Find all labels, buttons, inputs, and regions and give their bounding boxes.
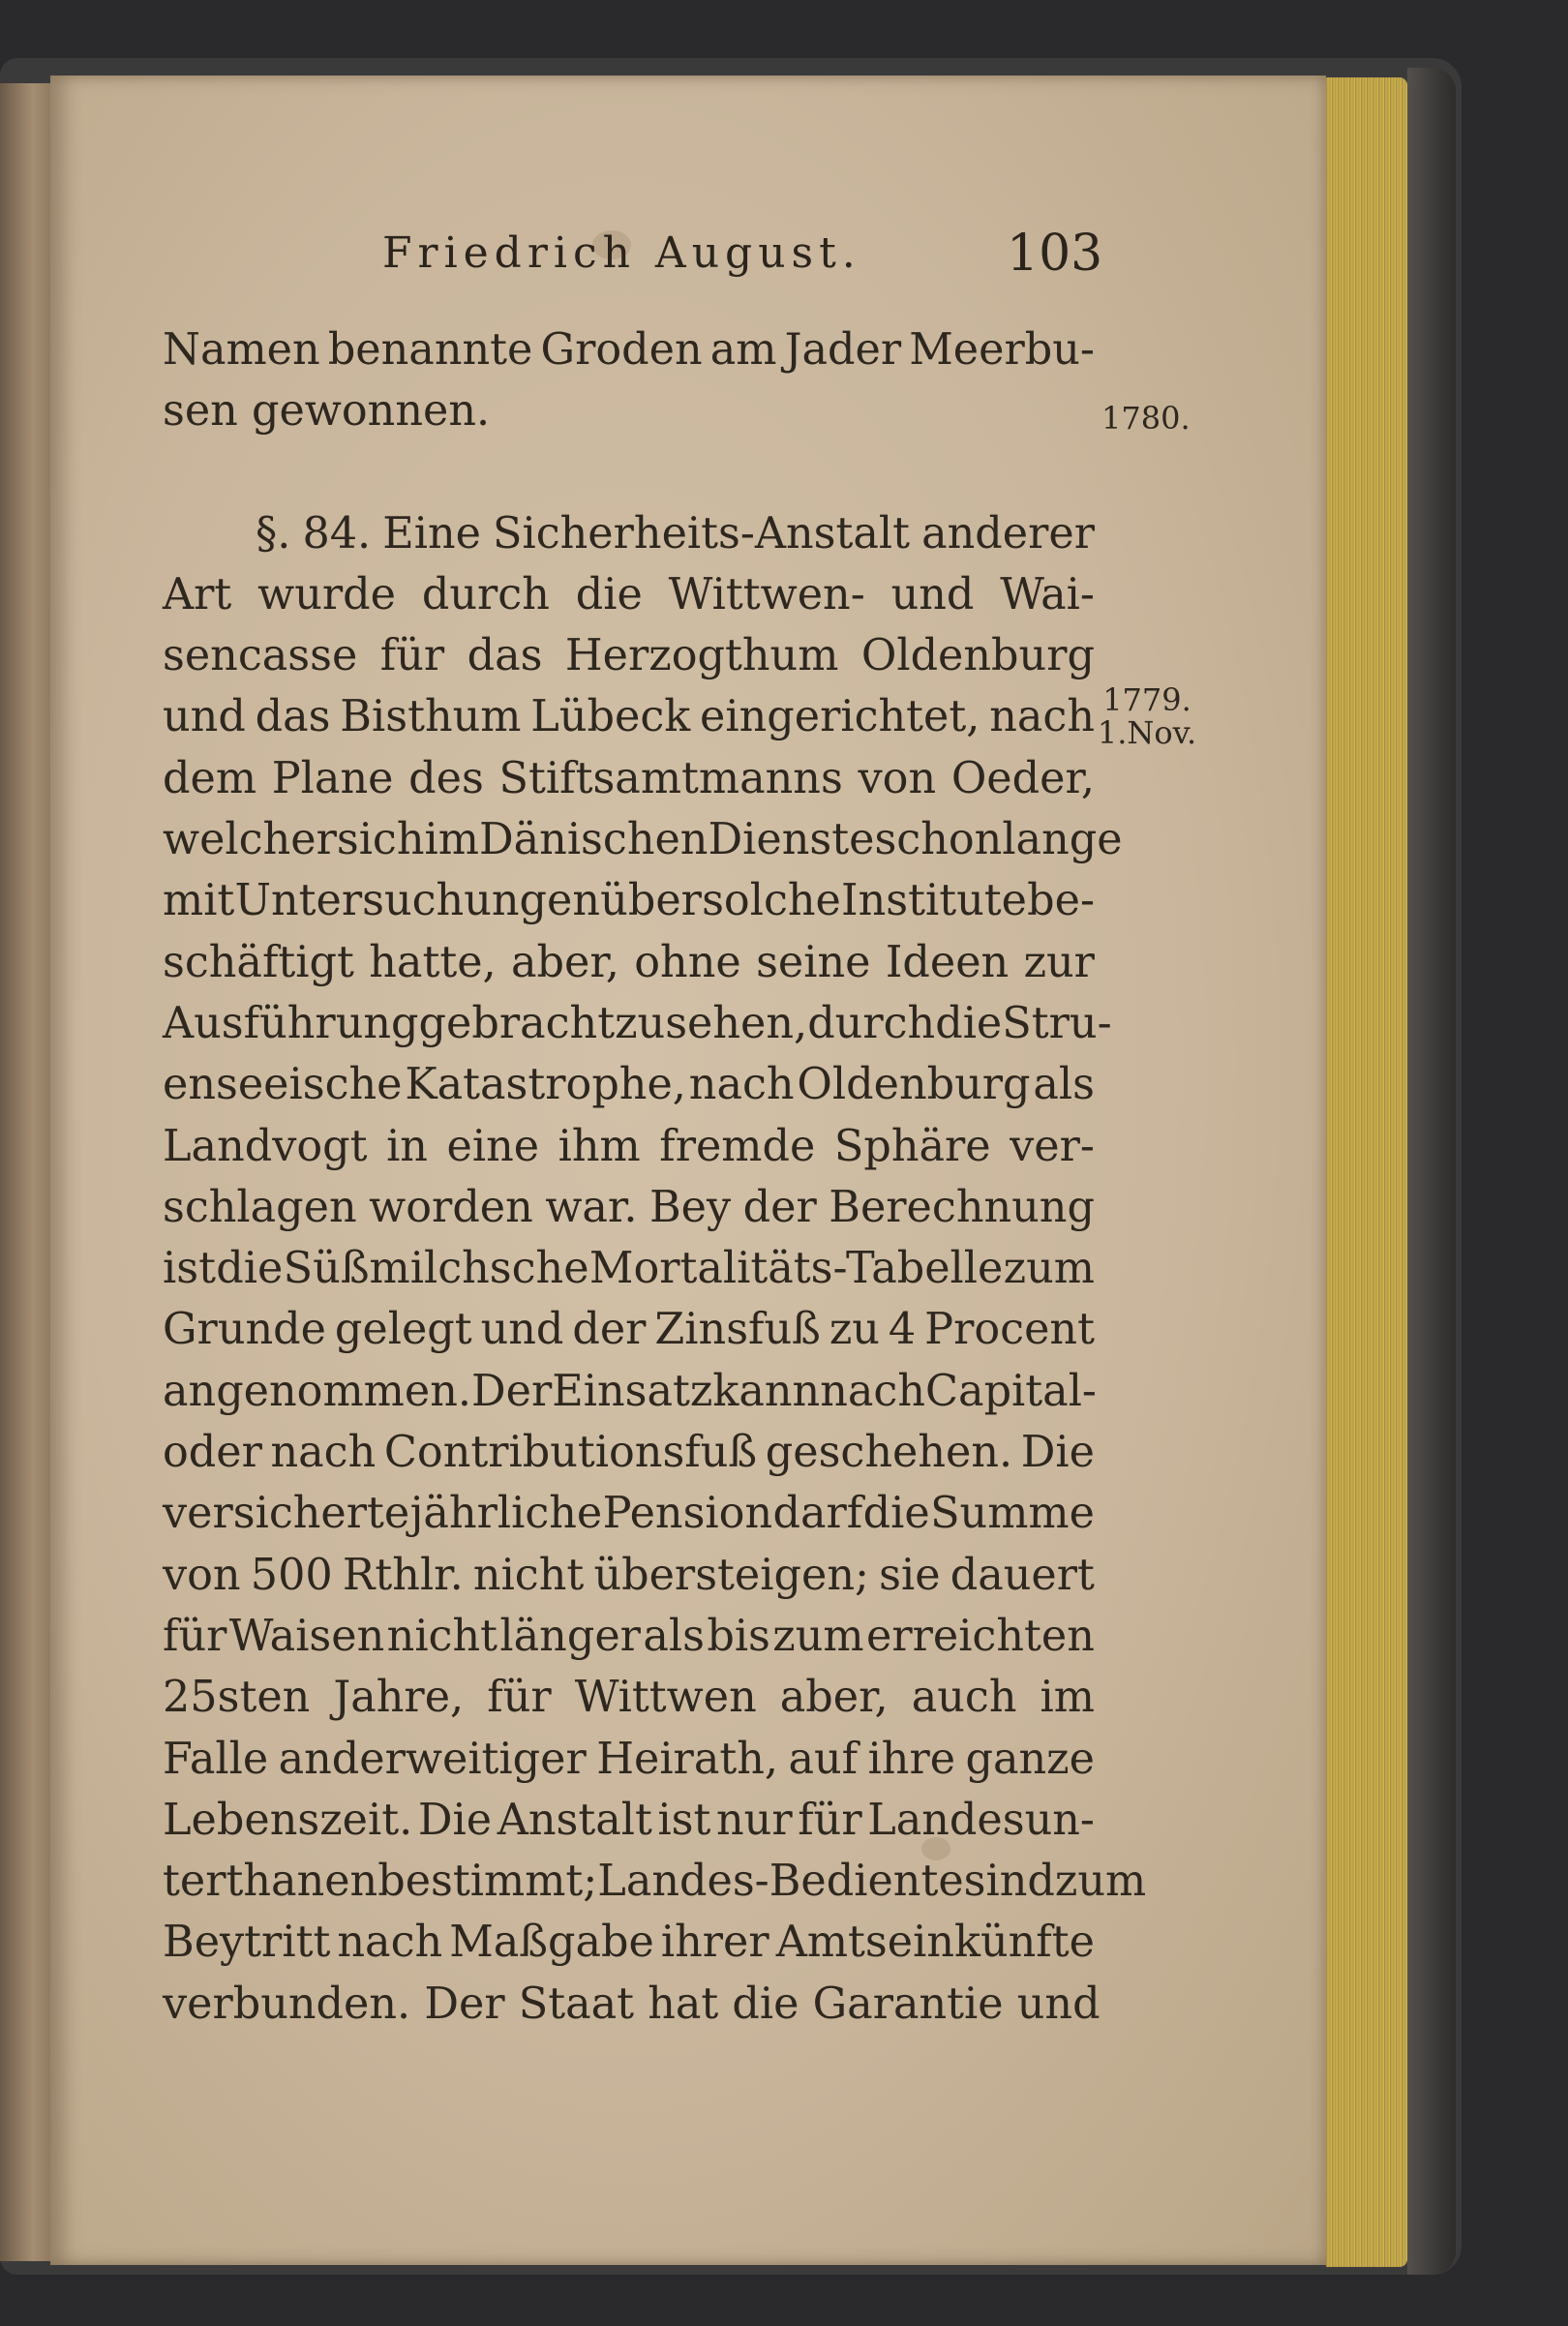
word: Meerbu-: [909, 325, 1095, 375]
word: welcher: [163, 815, 337, 865]
word: von: [163, 1550, 241, 1600]
word: Der: [471, 1366, 553, 1416]
word: hatte,: [369, 937, 497, 987]
word: Die: [417, 1795, 493, 1845]
word: seine: [756, 937, 871, 987]
word: Wittwen: [574, 1673, 757, 1723]
word: länger: [499, 1611, 641, 1661]
word: im: [1040, 1673, 1095, 1723]
word: Ausführung: [163, 998, 419, 1048]
word: be-: [1027, 876, 1095, 926]
word: sind: [963, 1857, 1055, 1907]
text-line: [163, 319, 1095, 380]
text-line: [163, 870, 1095, 931]
word: aber,: [511, 937, 619, 987]
word: Dänischen: [478, 815, 709, 865]
text-line: [163, 993, 1112, 1054]
word: Die: [1020, 1428, 1095, 1478]
text-line: [163, 1912, 1095, 1973]
word: Beytritt: [163, 1918, 331, 1968]
word: gebracht: [418, 998, 616, 1048]
text-line: [163, 1545, 1095, 1606]
word: bestimmt;: [377, 1857, 598, 1907]
word: das: [255, 692, 331, 742]
word: dem: [163, 753, 257, 803]
word: ist: [657, 1795, 711, 1845]
word: Sicherheits-Anstalt: [493, 508, 911, 559]
word: nur: [716, 1795, 793, 1845]
word: Namen: [163, 325, 320, 375]
word: von: [858, 753, 937, 803]
word: ihm: [558, 1121, 641, 1171]
text-line: sen gewonnen.: [163, 386, 491, 437]
text-line: [163, 1361, 1095, 1422]
word: worden: [369, 1182, 533, 1232]
word: Dienste: [708, 815, 875, 865]
text-line: [163, 1606, 1095, 1667]
margin-note-date: [1090, 683, 1204, 749]
word: zu: [829, 1305, 880, 1355]
text-line: [163, 1238, 1095, 1299]
word: Pension: [602, 1489, 773, 1539]
text-line: [163, 1177, 1095, 1238]
word: Oldenburg: [797, 1060, 1031, 1110]
word: Herzogthum: [564, 631, 839, 681]
word: schon: [874, 815, 1003, 865]
word: Mortalitäts-Tabelle: [588, 1244, 1004, 1294]
word: auch: [911, 1673, 1017, 1723]
word: Rthlr.: [342, 1550, 464, 1600]
word: Stiftsamtmanns: [498, 753, 843, 803]
word: nach: [989, 692, 1095, 742]
word: Groden: [540, 325, 703, 375]
margin-note-year: 1780.: [1101, 400, 1191, 437]
word: Maßgabe: [449, 1918, 654, 1968]
text-line: [163, 1667, 1095, 1728]
word: zum: [1054, 1857, 1147, 1907]
word: Berechnung: [829, 1182, 1095, 1232]
word: Süßmilchsche: [283, 1244, 589, 1294]
text-line: [163, 1729, 1095, 1790]
word: und: [890, 569, 975, 619]
word: Zinsfuß: [654, 1305, 821, 1355]
word: Institute: [841, 876, 1027, 926]
word: des: [408, 753, 484, 803]
word: im: [424, 815, 479, 865]
word: Art: [163, 569, 232, 619]
word: nach: [688, 1060, 795, 1110]
word: ohne: [634, 937, 741, 987]
word: oder: [163, 1428, 262, 1478]
word: Jader: [784, 325, 902, 375]
word: Grunde: [163, 1305, 326, 1355]
word: ihrer: [660, 1918, 769, 1968]
word: angenommen.: [163, 1366, 471, 1416]
text-line: [163, 503, 1095, 564]
word: anderweitiger: [278, 1734, 587, 1784]
word: Lübeck: [530, 692, 691, 742]
word: Amtseinkünfte: [775, 1918, 1095, 1968]
word: §.: [256, 508, 291, 559]
word: versicherte: [163, 1489, 410, 1539]
word: Falle: [163, 1734, 269, 1784]
word: zu: [615, 998, 666, 1048]
word: ver-: [1010, 1121, 1095, 1171]
word: die: [862, 1489, 930, 1539]
word: lange: [1002, 815, 1123, 865]
word: Eine: [382, 508, 481, 559]
word: aber,: [779, 1673, 889, 1723]
word: die: [216, 1244, 284, 1294]
word: sie: [879, 1550, 941, 1600]
word: Landes-Bediente: [597, 1857, 964, 1907]
word: Heirath,: [596, 1734, 779, 1784]
word: Anstalt: [497, 1795, 652, 1845]
running-head: Friedrich August.: [382, 228, 861, 278]
word: 4: [888, 1305, 917, 1355]
text-line: [163, 748, 1095, 809]
word: sehen,: [665, 998, 808, 1048]
word: Ideen: [885, 937, 1010, 987]
text-line: [163, 625, 1095, 686]
word: Contributionsfuß: [383, 1428, 758, 1478]
word: der: [742, 1182, 817, 1232]
word: geschehen.: [765, 1428, 1013, 1478]
word: eine: [446, 1121, 540, 1171]
word: bis: [707, 1611, 770, 1661]
word: solche: [702, 876, 841, 926]
text-line: verbunden. Der Staat hat die Garantie und: [163, 1979, 1101, 2029]
word: Bey: [648, 1182, 732, 1232]
word: Oldenburg: [860, 631, 1095, 681]
margin-note-day: 1.Nov.: [1097, 714, 1197, 751]
word: benannte: [327, 325, 533, 375]
word: 500: [250, 1550, 333, 1600]
word: und: [480, 1305, 564, 1355]
word: Landvogt: [163, 1121, 368, 1171]
word: nach: [270, 1428, 377, 1478]
word: ist: [163, 1244, 216, 1294]
word: durch: [807, 998, 936, 1048]
text-line: [163, 1116, 1095, 1177]
word: Bisthum: [340, 692, 522, 742]
word: kann: [712, 1366, 821, 1416]
word: zum: [1003, 1244, 1095, 1294]
word: über: [600, 876, 702, 926]
word: jährliche: [409, 1489, 603, 1539]
word: der: [572, 1305, 647, 1355]
word: fremde: [659, 1121, 816, 1171]
word: enseeische: [163, 1060, 403, 1110]
word: 25sten: [163, 1673, 311, 1723]
word: das: [467, 631, 543, 681]
book-spine: [1407, 68, 1456, 2275]
word: darf: [772, 1489, 863, 1539]
word: anderer: [921, 508, 1095, 559]
word: Procent: [924, 1305, 1095, 1355]
word: Oeder,: [950, 753, 1095, 803]
word: Lebenszeit.: [163, 1795, 413, 1845]
word: ganze: [965, 1734, 1095, 1784]
text-line: [163, 1054, 1095, 1115]
word: für: [798, 1795, 862, 1845]
facing-page-edge: [0, 83, 54, 2261]
word: zum: [772, 1611, 864, 1661]
text-line: [163, 1483, 1095, 1544]
word: nicht: [386, 1611, 498, 1661]
word: dauert: [950, 1550, 1095, 1600]
word: sencasse: [163, 631, 358, 681]
text-line: [163, 932, 1095, 993]
word: Wittwen-: [668, 569, 865, 619]
word: Jahre,: [333, 1673, 465, 1723]
word: Wai-: [1000, 569, 1095, 619]
word: nicht: [472, 1550, 585, 1600]
word: ihre: [867, 1734, 956, 1784]
word: die: [575, 569, 643, 619]
word: nach: [820, 1366, 925, 1416]
word: zur: [1023, 937, 1095, 987]
word: schäftigt: [163, 937, 354, 987]
word: als: [643, 1611, 705, 1661]
word: sich: [336, 815, 425, 865]
word: Sphäre: [833, 1121, 991, 1171]
word: erreichten: [865, 1611, 1095, 1661]
word: nach: [337, 1918, 443, 1968]
word: war.: [545, 1182, 638, 1232]
word: für: [487, 1673, 552, 1723]
word: schlagen: [163, 1182, 357, 1232]
word: eingerichtet,: [700, 692, 980, 742]
word: Landesun-: [867, 1795, 1095, 1845]
text-line: [163, 564, 1095, 625]
word: Stru-: [1002, 998, 1112, 1048]
word: für: [379, 631, 445, 681]
word: Capital-: [924, 1366, 1097, 1416]
word: Summe: [930, 1489, 1095, 1539]
gilt-page-edges: [1326, 77, 1407, 2267]
word: Plane: [271, 753, 394, 803]
page-number: 103: [1007, 225, 1103, 283]
text-line: [163, 1422, 1095, 1483]
text-line: [163, 1299, 1095, 1360]
word: gelegt: [334, 1305, 472, 1355]
word: Waisen: [228, 1611, 385, 1661]
word: als: [1033, 1060, 1095, 1110]
word: Katastrophe,: [405, 1060, 686, 1110]
word: die: [935, 998, 1003, 1048]
margin-note-year: 1779.: [1102, 681, 1191, 718]
word: am: [709, 325, 777, 375]
word: mit: [163, 876, 235, 926]
word: in: [386, 1121, 428, 1171]
word: Untersuchungen: [234, 876, 601, 926]
word: auf: [788, 1734, 859, 1784]
text-line: [163, 809, 1123, 870]
word: und: [163, 692, 246, 742]
word: wurde: [257, 569, 396, 619]
word: durch: [421, 569, 550, 619]
word: für: [163, 1611, 227, 1661]
word: 84.: [302, 508, 372, 559]
text-line: [163, 686, 1095, 747]
word: terthanen: [163, 1857, 378, 1907]
text-line: [163, 1851, 1147, 1912]
text-line: [163, 1790, 1095, 1851]
word: übersteigen;: [593, 1550, 869, 1600]
word: Einsatz: [552, 1366, 713, 1416]
